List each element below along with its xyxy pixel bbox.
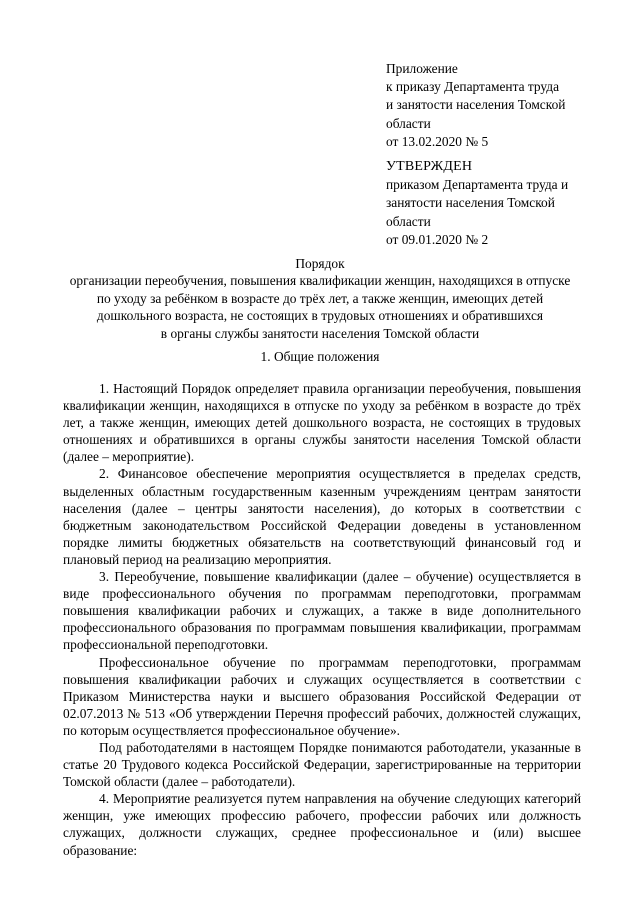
approval-heading: УТВЕРЖДЕН — [386, 159, 473, 174]
approval-line: от 09.01.2020 № 2 — [386, 231, 489, 247]
paragraph: 3. Переобучение, повышение квалификации (далее – обучение) осуществляется в виде профессионального обучения по программам переподготовки, программам повышения квалификации рабочих и служащих, а также в виде дополнительного профессионального образования по программам повышения квалификации, программам профессиональной переподготовки. — [63, 569, 581, 653]
title-line: в органы службы занятости населения Томской области — [160, 325, 480, 341]
approval-block — [386, 158, 606, 249]
appendix-line: от 13.02.2020 № 5 — [386, 133, 489, 149]
document-title — [60, 255, 580, 342]
title-line: организации переобучения, повышения квалификации женщин, находящихся в отпуске — [69, 273, 571, 289]
appendix-line: к приказу Департамента труда — [386, 79, 560, 95]
appendix-line: и занятости населения Томской — [386, 97, 566, 113]
title-line: по уходу за ребёнком в возрасте до трёх лет, а также женщин, имеющих детей — [96, 290, 544, 306]
paragraph: 4. Мероприятие реализуется путем направления на обучение следующих категорий женщин, уже имеющих профессию рабочего, профессии рабочих или должность служащих, должности служащих, среднее профессиональное и (или) высшее образование: — [63, 791, 581, 858]
document-body — [63, 380, 581, 859]
appendix-line: Приложение — [386, 61, 458, 76]
paragraph: Под работодателями в настоящем Порядке понимаются работодатели, указанные в статье 20 Трудового кодекса Российской Федерации, зарегистрированные на территории Томской области (далее – работодатели). — [63, 739, 581, 790]
appendix-line: области — [386, 115, 431, 131]
title-line: Порядок — [295, 256, 345, 271]
approval-line: занятости населения Томской — [386, 195, 555, 211]
paragraph: Профессиональное обучение по программам переподготовки, программам повышения квалификации рабочих и служащих осуществляется в соответствии с Приказом Министерства науки и высшего образования Российской Федерации от 02.07.2013 № 513 «Об утверждении Перечня профессий рабочих, должностей служащих, по которым осуществляется профессиональное обучение». — [63, 654, 581, 738]
paragraph: 1. Настоящий Порядок определяет правила организации переобучения, повышения квалификации женщин, находящихся в отпуске по уходу за ребёнком в возрасте до трёх лет, а также женщин, имеющих детей дошкольного возраста, не состоящих в трудовых отношениях и обратившихся в органы службы занятости населения Томской области (далее – мероприятие). — [63, 381, 581, 465]
approval-line: приказом Департамента труда и — [386, 177, 569, 193]
section-heading: 1. Общие положения — [260, 349, 380, 364]
appendix-block — [386, 60, 606, 151]
approval-line: области — [386, 213, 431, 229]
paragraph: 2. Финансовое обеспечение мероприятия осуществляется в пределах средств, выделенных областным государственным казенным учреждениям центрам занятости населения (далее – центры занятости населения), до которых в соответствии с бюджетным законодательством Российской Федерации доведены в установленном порядке лимиты бюджетных обязательств на соответствующий финансовый год и плановый период на реализацию мероприятия. — [63, 466, 581, 567]
title-line: дошкольного возраста, не состоящих в трудовых отношениях и обратившихся — [96, 308, 544, 324]
